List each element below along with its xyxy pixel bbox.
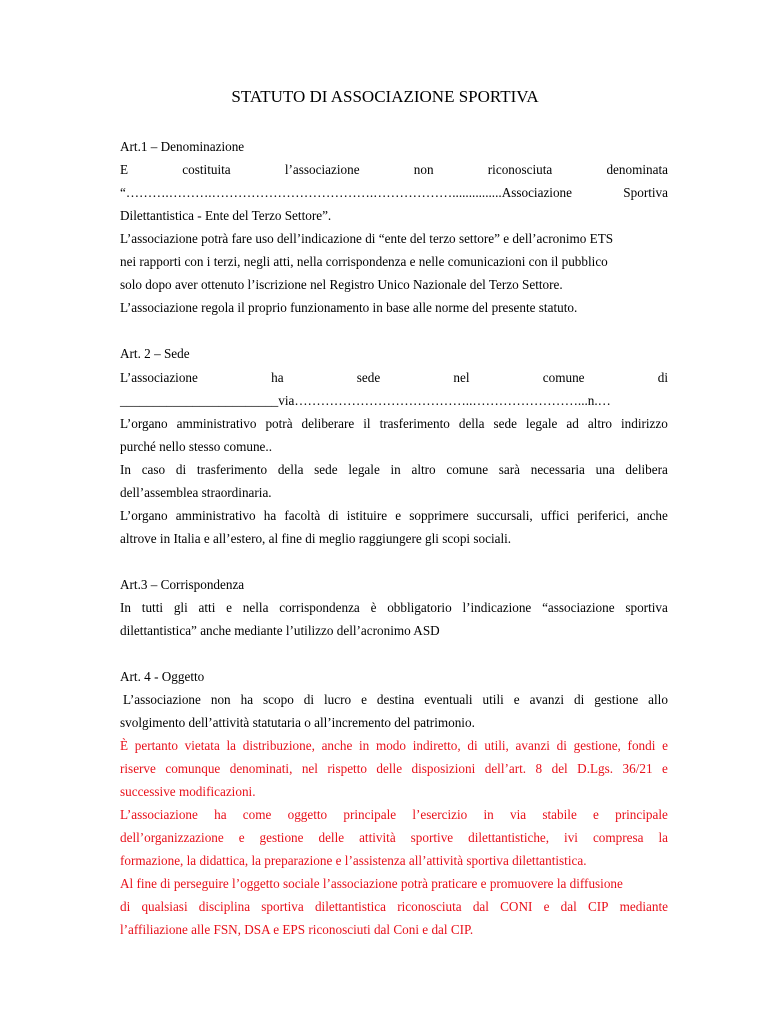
word: trasferimento xyxy=(196,462,268,477)
word: corrispondenza xyxy=(279,600,360,615)
word: e xyxy=(513,692,520,707)
word: delle xyxy=(376,761,403,776)
word: disposizioni xyxy=(411,761,476,776)
word: fondi xyxy=(627,738,656,753)
word: amministrativo xyxy=(175,508,256,523)
word: e xyxy=(395,508,402,523)
word: dilettantistiche, xyxy=(468,830,550,845)
art3-line-2: dilettantistica” anche mediante l’utilizzo dell’acronimo ASD xyxy=(120,623,440,638)
art2-line-5 xyxy=(120,461,668,479)
art1-line-1 xyxy=(120,161,668,179)
word: in xyxy=(359,738,370,753)
art2-line-4: purché nello stesso comune.. xyxy=(120,439,272,454)
word: comune xyxy=(542,370,585,385)
art3-line-1 xyxy=(120,599,668,617)
word: e xyxy=(662,761,668,776)
word: costituita xyxy=(182,162,231,177)
word: e xyxy=(238,830,245,845)
art4-red-line-7: Al fine di perseguire l’oggetto sociale l’associazione potrà praticare e promuovere la diffusione xyxy=(120,876,623,891)
word: mediante xyxy=(619,899,668,914)
art4-red-line-5 xyxy=(120,829,668,847)
word: sportiva xyxy=(261,899,304,914)
art2-line-3 xyxy=(120,415,668,433)
word: legale xyxy=(348,462,380,477)
word: nel xyxy=(453,370,470,385)
word: è xyxy=(370,600,377,615)
word: Sportiva xyxy=(623,185,668,200)
word: di xyxy=(467,738,478,753)
word: facoltà xyxy=(284,508,321,523)
word: amministrativo xyxy=(176,416,257,431)
word: delibera xyxy=(625,462,668,477)
word: eventuali xyxy=(424,692,473,707)
art1-line-4: L’associazione potrà fare uso dell’indicazione di “ente del terzo settore” e dell’acronimo ETS xyxy=(120,231,614,246)
word: ha xyxy=(240,692,254,707)
word: di xyxy=(120,899,131,914)
word: e xyxy=(226,600,233,615)
word: e xyxy=(543,899,550,914)
word: potrà xyxy=(265,416,293,431)
word: “……….……….……………………………….………………...............Associazione xyxy=(120,185,573,200)
word: sarà xyxy=(498,462,521,477)
word: non xyxy=(413,162,434,177)
word: sede xyxy=(314,462,338,477)
word: il xyxy=(363,416,371,431)
art4-line-1 xyxy=(123,691,668,709)
word: dal xyxy=(560,899,577,914)
word: atti xyxy=(198,600,216,615)
word: denominati, xyxy=(229,761,293,776)
word: attività xyxy=(359,830,396,845)
word: stabile xyxy=(542,807,577,822)
word: modo xyxy=(375,738,406,753)
word: dell’organizzazione xyxy=(120,830,224,845)
word: della xyxy=(458,416,485,431)
word: di xyxy=(303,692,315,707)
word: utili, xyxy=(484,738,509,753)
word: pertanto xyxy=(134,738,178,753)
word: come xyxy=(242,807,272,822)
word: riserve xyxy=(120,761,156,776)
art4-red-line-2 xyxy=(120,760,668,778)
word: 8 xyxy=(535,761,543,776)
word: In xyxy=(120,600,131,615)
word: e xyxy=(662,738,668,753)
word: ivi xyxy=(564,830,578,845)
word: la xyxy=(658,830,668,845)
word: via xyxy=(510,807,527,822)
word: lucro xyxy=(324,692,352,707)
word: nel xyxy=(301,761,318,776)
art2-heading: Art. 2 – Sede xyxy=(120,346,190,361)
word: necessaria xyxy=(530,462,585,477)
word: avanzi xyxy=(515,738,550,753)
word: comunque xyxy=(165,761,221,776)
art2-line-8: altrove in Italia e all’estero, al fine di meglio raggiungere gli scopi sociali. xyxy=(120,531,512,546)
word: destina xyxy=(376,692,415,707)
word: ad xyxy=(566,416,579,431)
art2-line-6: dell’assemblea straordinaria. xyxy=(120,485,272,500)
word: L’associazione xyxy=(120,370,198,385)
word: deliberare xyxy=(301,416,355,431)
word: in xyxy=(390,462,401,477)
art4-red-line-8 xyxy=(120,898,668,916)
word: L’associazione xyxy=(123,692,201,707)
word: CONI xyxy=(500,899,533,914)
word: rispetto xyxy=(327,761,367,776)
word: dal xyxy=(472,899,489,914)
word: gestione xyxy=(594,692,639,707)
word: trasferimento xyxy=(379,416,450,431)
art1-line-6: solo dopo aver ottenuto l’iscrizione nel Registro Unico Nazionale del Terzo Settore. xyxy=(120,277,563,292)
art4-red-line-4 xyxy=(120,806,668,824)
word: tutti xyxy=(141,600,164,615)
word: di xyxy=(556,738,567,753)
word: sede xyxy=(356,370,381,385)
word: gestione xyxy=(259,830,304,845)
word: della xyxy=(277,462,304,477)
word: del xyxy=(551,761,568,776)
word: una xyxy=(595,462,615,477)
word: D.Lgs. xyxy=(577,761,614,776)
word: di xyxy=(328,508,339,523)
word: denominata xyxy=(606,162,668,177)
word: indirizzo xyxy=(620,416,668,431)
word: ha xyxy=(263,508,277,523)
word: gli xyxy=(173,600,188,615)
word: e xyxy=(593,807,599,822)
art1-heading: Art.1 – Denominazione xyxy=(120,139,245,154)
word: sportiva xyxy=(625,600,668,615)
word: sede xyxy=(493,416,517,431)
word: 36/21 xyxy=(622,761,653,776)
word: nella xyxy=(242,600,269,615)
word: comune xyxy=(446,462,489,477)
word: istituire xyxy=(346,508,388,523)
word: principale xyxy=(615,807,668,822)
art4-line-2: svolgimento dell’attività statutaria o all’incremento del patrimonio. xyxy=(120,715,475,730)
word: l’esercizio xyxy=(412,807,468,822)
word: vietata xyxy=(184,738,220,753)
word: utili xyxy=(482,692,504,707)
word: L’organo xyxy=(120,508,168,523)
word: scopo xyxy=(263,692,294,707)
art4-heading: Art. 4 - Oggetto xyxy=(120,669,205,684)
word: disciplina xyxy=(198,899,251,914)
word: dell’art. xyxy=(484,761,527,776)
word: uffici xyxy=(540,508,570,523)
word: qualsiasi xyxy=(141,899,188,914)
word: riconosciuta xyxy=(397,899,462,914)
word: CIP xyxy=(587,899,609,914)
word: gestione, xyxy=(573,738,621,753)
art1-line-2 xyxy=(120,184,668,202)
word: allo xyxy=(648,692,668,707)
art1-line-7: L’associazione regola il proprio funzionamento in base alle norme del presente statuto. xyxy=(120,300,578,315)
word: caso xyxy=(141,462,166,477)
word: delle xyxy=(318,830,345,845)
word: L’organo xyxy=(120,416,168,431)
word: ha xyxy=(214,807,227,822)
art4-red-line-9: l’affiliazione alle FSN, DSA e EPS riconosciuti dal Coni e dal CIP. xyxy=(120,922,474,937)
word: sportive xyxy=(410,830,454,845)
word: principale xyxy=(343,807,397,822)
word: di xyxy=(175,462,187,477)
art1-line-5: nei rapporti con i terzi, negli atti, nella corrispondenza e nelle comunicazioni con il pubblico xyxy=(120,254,608,269)
word: sopprimere xyxy=(409,508,469,523)
word: E xyxy=(120,162,129,177)
page-title: STATUTO DI ASSOCIAZIONE SPORTIVA xyxy=(231,87,539,106)
word: altro xyxy=(411,462,436,477)
art4-red-line-3: successive modificazioni. xyxy=(120,784,256,799)
word: dilettantistica xyxy=(314,899,386,914)
word: periferici, xyxy=(577,508,629,523)
word: avanzi xyxy=(529,692,565,707)
word: di xyxy=(573,692,585,707)
word: È xyxy=(120,738,129,753)
word: succursali, xyxy=(476,508,533,523)
word: legale xyxy=(525,416,558,431)
word: riconosciuta xyxy=(487,162,553,177)
word: compresa xyxy=(592,830,644,845)
word: obbligatorio xyxy=(387,600,452,615)
word: L’associazione xyxy=(120,807,198,822)
word: altro xyxy=(587,416,612,431)
word: ha xyxy=(271,370,284,385)
word: l’associazione xyxy=(284,162,360,177)
art2-line-2: ________________________via…………………………………..……………………...n.… xyxy=(120,393,611,408)
word: indiretto, xyxy=(412,738,461,753)
word: la xyxy=(226,738,237,753)
art2-line-1 xyxy=(120,369,668,387)
word: e xyxy=(361,692,367,707)
word: distribuzione, xyxy=(242,738,315,753)
art4-red-line-6: formazione, la didattica, la preparazione e l’assistenza all’attività sportiva dilettantistica. xyxy=(120,853,587,868)
word: di xyxy=(657,370,668,385)
art4-red-line-1 xyxy=(120,737,668,755)
word: “associazione xyxy=(542,600,615,615)
word: non xyxy=(210,692,231,707)
art1-line-3: Dilettantistica - Ente del Terzo Settore”. xyxy=(120,208,332,223)
word: anche xyxy=(321,738,353,753)
word: oggetto xyxy=(287,807,328,822)
word: In xyxy=(120,462,131,477)
art3-heading: Art.3 – Corrispondenza xyxy=(120,577,245,592)
word: l’indicazione xyxy=(462,600,532,615)
art2-line-7 xyxy=(120,507,668,525)
word: in xyxy=(483,807,494,822)
word: anche xyxy=(637,508,668,523)
